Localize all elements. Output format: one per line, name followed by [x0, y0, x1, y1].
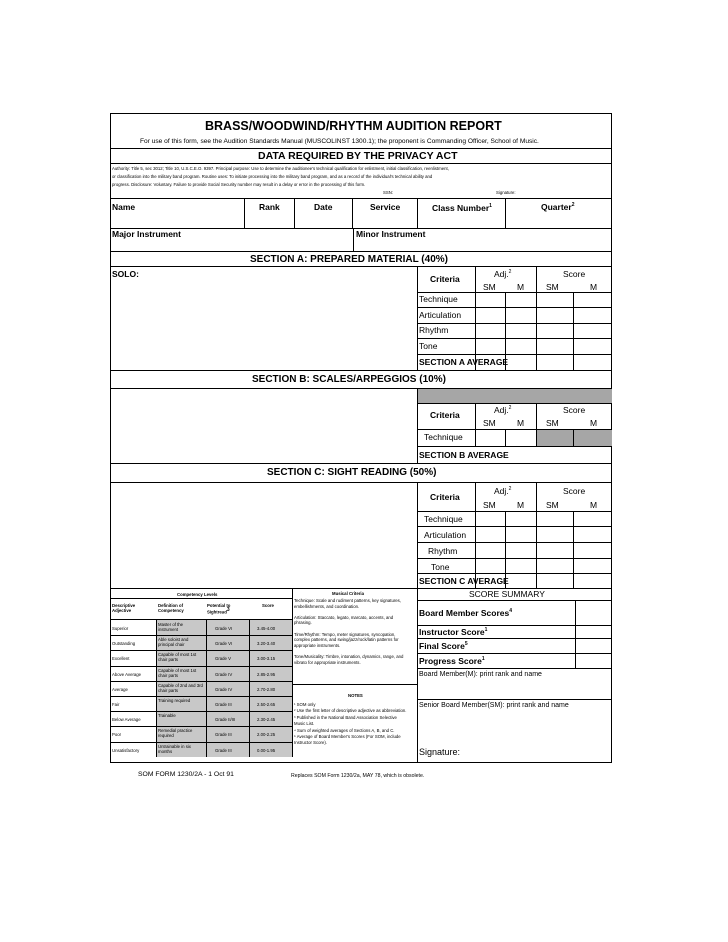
replaces-note: Replaces SOM Form 1230/2a, MAY 78, which is obsolete.	[291, 773, 425, 779]
rank-field-label[interactable]: Rank	[259, 202, 280, 212]
note-line: Music List.	[294, 721, 315, 727]
privacy-text-2: or classification into the military band program. Routine uses: To initiate processing into the military band program, and as a record of the individual's technical ability and	[112, 174, 433, 179]
section-c-score-sm: SM	[546, 500, 559, 510]
quarter-field-label[interactable]: Quarter$^2$	[541, 202, 575, 212]
section-a-title: SECTION A: PREPARED MATERIAL (40%)	[250, 254, 448, 265]
competency-adjective: Below Average	[112, 717, 141, 723]
competency-grade: Grade IV	[215, 671, 233, 677]
competency-header-definition: Definition of Competency	[158, 603, 184, 613]
section-b-adj-m: M	[517, 418, 525, 428]
competency-title: Competency Levels	[177, 592, 218, 597]
competency-grade: Grade VI	[215, 626, 233, 631]
competency-definition: Trainable	[158, 713, 176, 719]
section-c-row-technique: Technique	[424, 514, 463, 524]
usage-note: For use of this form, see the Audition Standards Manual (MUSCOLINST 1300.1); the proponent is Commanding Officer, School of Music.	[140, 138, 539, 145]
competency-definition: Capable of most 1st chair parts	[158, 652, 197, 663]
note-line: Instructor Score).	[294, 740, 327, 746]
section-b-score-header: Score	[563, 405, 586, 415]
competency-score: 2.00-2.25	[257, 732, 276, 738]
competency-score: 2.50-2.65	[257, 702, 276, 707]
final-score-label: Final Score$^5$	[419, 641, 468, 651]
section-b-adj-header: Adj.$^2$	[494, 405, 512, 415]
section-a-score-m: M	[590, 282, 598, 292]
section-b-average-label: SECTION B AVERAGE	[419, 450, 509, 460]
competency-header-sightread: Potential to Sightread$^3$	[207, 603, 231, 615]
competency-row-divider	[110, 681, 292, 682]
competency-adjective: Outstanding	[112, 641, 136, 647]
competency-score: 2.70-2.80	[257, 686, 276, 692]
competency-row-divider	[110, 726, 292, 727]
form-title: BRASS/WOODWIND/RHYTHM AUDITION REPORT	[205, 119, 502, 133]
competency-row-divider	[110, 742, 292, 743]
board-member-label[interactable]: Board Member(M): print rank and name	[419, 671, 542, 678]
note-line: ¹ SOM only	[294, 702, 316, 707]
section-c-score-m: M	[590, 500, 598, 510]
form-number: SOM FORM 1230/2A - 1 Oct 91	[138, 771, 234, 778]
section-a-row-technique: Technique	[419, 294, 458, 304]
section-a-criteria-header: Criteria	[430, 274, 460, 284]
musical-criteria-line: complex patterns, and swing/jazz/rock/latin patterns for	[294, 637, 399, 643]
privacy-signature-label: Signature:	[496, 190, 516, 195]
competency-definition: Capable of most 1st chair parts	[158, 667, 197, 678]
competency-grade: Grade VI	[215, 641, 233, 647]
section-b-criteria-header: Criteria	[430, 410, 460, 420]
signature-label[interactable]: Signature:	[419, 747, 461, 757]
competency-score: 3.20-3.40	[257, 641, 276, 647]
senior-board-member-label[interactable]: Senior Board Member(SM): print rank and name	[419, 702, 569, 709]
competency-grade: Grade III	[215, 747, 232, 753]
competency-header-adjective: Descriptive Adjective	[112, 603, 136, 613]
section-c-row-tone: Tone	[431, 562, 450, 572]
competency-score: 3.00-3.15	[257, 656, 276, 662]
section-a-adj-m: M	[517, 282, 525, 292]
privacy-act-title: DATA REQUIRED BY THE PRIVACY ACT	[258, 150, 458, 162]
competency-grade: Grade IV	[215, 686, 233, 692]
competency-grade: Grade III	[215, 732, 232, 738]
section-a-adj-header: Adj.$^2$	[494, 269, 512, 279]
section-c-row-rhythm: Rhythm	[428, 546, 458, 556]
musical-criteria-line: vibrato for appropriate instruments.	[294, 659, 361, 665]
musical-criteria-title: Musical Criteria	[332, 591, 365, 596]
competency-definition: Able soloist and principal chair	[158, 637, 189, 648]
notes-title: NOTES	[348, 693, 363, 698]
major-instrument-field-label[interactable]: Major Instrument	[112, 229, 181, 239]
competency-grade: Grade V	[215, 656, 232, 662]
competency-adjective: Unsatisfactory	[112, 747, 140, 753]
section-a-average-label: SECTION A AVERAGE	[419, 357, 509, 367]
musical-criteria-line: Technique: Scale and rudiment patterns, key signatures,	[294, 598, 402, 603]
note-line: ² Use the first letter of descriptive adjective as abbreviation.	[294, 708, 407, 714]
privacy-text-1: Authority: Title 5, sec 3012; Title 10, U.S.C.E.O. 9397. Principal purpose: Use to determine the auditionee's technical qualification for enlistment, initial classification, reenlistment,	[112, 166, 449, 171]
musical-criteria-line: Tone/Musicality: Timbre, intonation, dynamics, range, and	[294, 654, 404, 659]
section-b-score-m: M	[590, 418, 598, 428]
date-field-label[interactable]: Date	[314, 202, 333, 212]
musical-criteria-line: Time/Rhythm: Tempo, meter signatures, syncopation,	[294, 631, 396, 637]
competency-adjective: Above Average	[112, 671, 142, 677]
competency-adjective: Fair	[112, 702, 120, 707]
section-c-score-header: Score	[563, 486, 586, 496]
competency-row-divider	[110, 635, 292, 636]
score-summary-title: SCORE SUMMARY	[469, 589, 545, 599]
competency-adjective: Superior	[112, 626, 129, 631]
musical-criteria-line: phrasing.	[294, 620, 312, 626]
section-b-title: SECTION B: SCALES/ARPEGGIOS (10%)	[252, 374, 446, 385]
musical-criteria-line: appropriate instruments.	[294, 642, 341, 648]
ssn-label: SSN:	[383, 190, 394, 195]
competency-header-score: Score	[262, 603, 274, 608]
section-a-row-articulation: Articulation	[419, 310, 462, 320]
competency-row-divider	[110, 696, 292, 697]
competency-adjective: Poor	[112, 732, 122, 738]
solo-label: SOLO:	[112, 269, 139, 279]
section-c-adj-m: M	[517, 500, 525, 510]
musical-criteria-line: Articulation: Staccato, legato, marcato, accents, and	[294, 614, 394, 620]
class-number-field-label[interactable]: Class Number$^1$	[432, 203, 492, 213]
section-c-adj-sm: SM	[483, 500, 496, 510]
competency-adjective: Average	[112, 686, 128, 692]
section-a-score-header: Score	[563, 269, 586, 279]
section-a-row-rhythm: Rhythm	[419, 325, 449, 335]
competency-score: 2.30-2.45	[257, 717, 276, 723]
note-line: ⁴ Sum of weighted averages of Sections A, B, and C.	[294, 727, 395, 733]
competency-definition: Capable of 2nd and 3rd chair parts	[158, 682, 203, 693]
section-c-average-label: SECTION C AVERAGE	[419, 576, 509, 586]
section-a-score-sm: SM	[546, 282, 559, 292]
minor-instrument-field-label[interactable]: Minor Instrument	[356, 229, 426, 239]
competency-adjective: Excellent	[112, 656, 130, 662]
section-c-adj-header: Adj.$^2$	[494, 486, 512, 496]
competency-score: 3.45-4.00	[257, 626, 276, 631]
competency-grade: Grade III	[215, 702, 232, 707]
section-b-shaded-band	[417, 389, 612, 403]
section-a-adj-sm: SM	[483, 282, 496, 292]
section-c-title: SECTION C: SIGHT READING (50%)	[267, 467, 437, 478]
section-c-row-articulation: Articulation	[424, 530, 467, 540]
competency-definition: Remedial practice required	[158, 728, 193, 739]
competency-row-divider	[110, 711, 292, 712]
section-b-adj-sm: SM	[483, 418, 496, 428]
competency-definition: Training required	[158, 698, 191, 703]
competency-score: 0.00-1.95	[257, 747, 276, 753]
section-b-row-technique: Technique	[424, 432, 463, 442]
name-field-label[interactable]: Name	[112, 202, 136, 212]
section-b-shaded-cell	[537, 430, 612, 446]
competency-score: 2.85-2.95	[257, 671, 276, 677]
progress-score-label: Progress Score$^1$	[419, 656, 485, 666]
competency-definition: Untrainable in six months	[158, 743, 191, 754]
section-b-score-sm: SM	[546, 418, 559, 428]
section-c-criteria-header: Criteria	[430, 492, 460, 502]
note-line: ³ Published in the National Band Association Selective	[294, 714, 397, 720]
competency-row-divider	[110, 666, 292, 667]
musical-criteria-line: embellishments, and coordination.	[294, 603, 360, 609]
competency-definition: Master of the instrument	[158, 622, 184, 632]
board-member-scores-label: Board Member Scores$^4$	[419, 608, 513, 618]
section-a-row-tone: Tone	[419, 341, 438, 351]
instructor-score-label: Instructor Score$^1$	[419, 627, 488, 637]
privacy-text-3: progress. Disclosure: Voluntary. Failure to provide Social Security number may result in a delay or error in the processing of this form.	[112, 182, 366, 187]
service-field-label[interactable]: Service	[370, 202, 401, 212]
competency-grade: Grade II/III	[215, 717, 236, 723]
competency-row-divider	[110, 650, 292, 651]
note-line: ⁵ Average of Board Member's Scores (For SOM, include	[294, 734, 401, 739]
